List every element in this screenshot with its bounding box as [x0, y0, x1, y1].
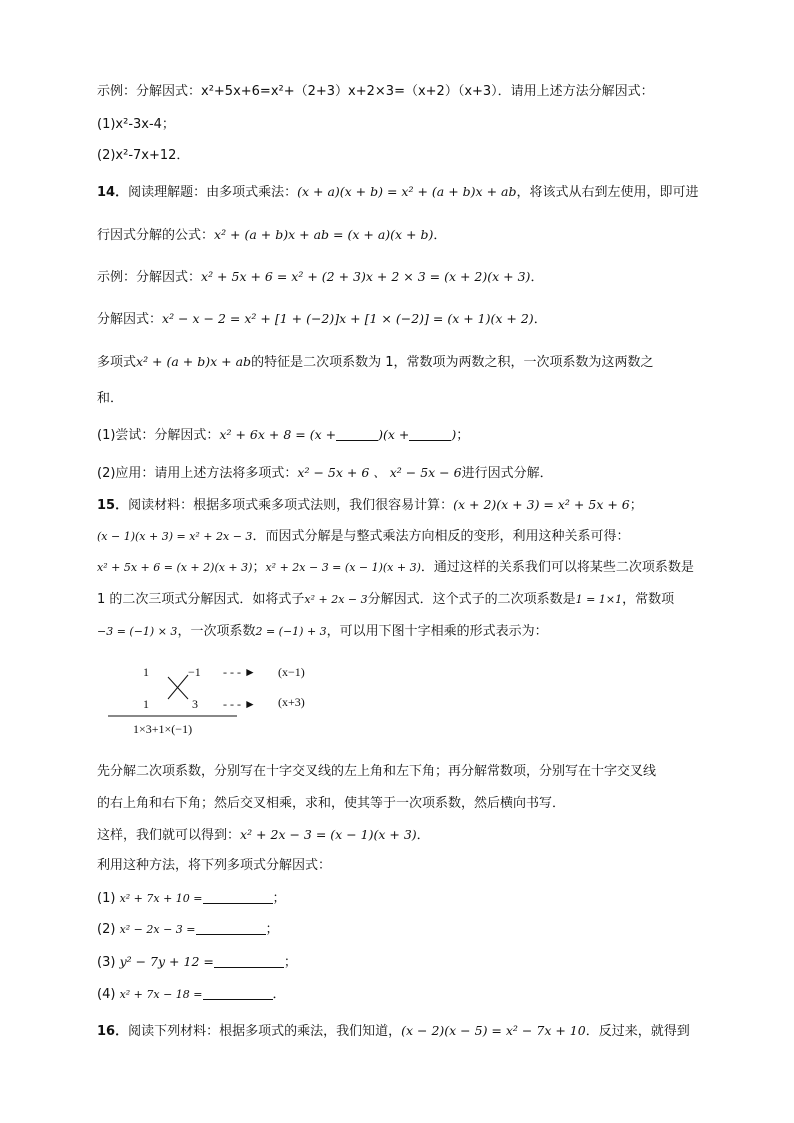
- answer-blank[interactable]: [409, 426, 451, 441]
- problem-text: 行因式分解的公式：: [97, 228, 215, 243]
- bottom-left-coefficient: 1: [143, 697, 149, 711]
- example-line: [97, 82, 654, 102]
- problem-text: 阅读材料：根据多项式乘多项式法则，我们很容易计算：: [128, 498, 454, 513]
- problem-text: 进行因式分解．: [461, 466, 553, 481]
- problem-14-line-1: [97, 182, 698, 203]
- formula: x² + 2x − 3: [304, 593, 368, 606]
- cross-multiplication-diagram: [100, 655, 340, 745]
- answer-blank[interactable]: [196, 920, 266, 935]
- answer-blank[interactable]: [203, 889, 273, 904]
- formula: (x − 2)(x − 5) = x² − 7x + 10: [401, 1023, 586, 1038]
- punctuation: ；: [456, 428, 470, 443]
- problem-15-line-2: [97, 527, 629, 547]
- answer-blank[interactable]: [336, 426, 378, 441]
- problem-text: 的右上角和右下角；然后交叉相乘，求和，使其等于一次项系数，然后横向书写．: [97, 796, 566, 811]
- punctuation: ．: [416, 828, 430, 843]
- formula: x² + (a + b)x + ab = (x + a)(x + b): [214, 227, 434, 242]
- bottom-right-constant: 3: [192, 697, 198, 711]
- answer-blank[interactable]: [214, 953, 284, 968]
- problem-15-line-9: [97, 856, 331, 876]
- punctuation: ；: [252, 560, 266, 575]
- problem-text: 1 的二次三项式分解因式．如将式子: [97, 592, 305, 607]
- problem-text: 先分解二次项系数，分别写在十字交叉线的左上角和左下角；再分解常数项，分别写在十字交叉线: [97, 764, 657, 779]
- problem-15-part-4: [97, 985, 286, 1005]
- problem-text: ，将该式从右到左使用，即可进: [516, 185, 699, 200]
- punctuation: ．: [272, 987, 286, 1002]
- formula: (x − 1)(x + 3) = x² + 2x − 3: [97, 530, 253, 543]
- problem-text: 阅读理解题：由多项式乘法：: [128, 185, 298, 200]
- formula: x² + 6x + 8 = (x +: [219, 427, 337, 442]
- formula: x² + 5x + 6 = (x + 2)(x + 3): [97, 561, 253, 574]
- formula: x² + 5x + 6 = x² + (2 + 3)x + 2 × 3 = (x + 2)(x + 3): [201, 269, 531, 284]
- punctuation: ．: [533, 312, 547, 327]
- formula: (x + a)(x + b) = x² + (a + b)x + ab: [297, 184, 517, 199]
- problem-text: 阅读下列材料：根据多项式的乘法，我们知道，: [128, 1024, 402, 1039]
- formula: x² + 2x − 3 = (x − 1)(x + 3): [265, 561, 421, 574]
- problem-15-part-2: [97, 920, 279, 940]
- punctuation: ；: [265, 922, 279, 937]
- formula: ): [451, 427, 457, 442]
- formula: (x + 2)(x + 3) = x² + 5x + 6: [453, 497, 630, 512]
- problem-text: 这样，我们就可以得到：: [97, 828, 241, 843]
- problem-text: (2)应用：请用上述方法将多项式：: [97, 466, 298, 481]
- arrow-icon: - - - ►: [223, 665, 256, 679]
- formula: 2 = (−1) + 3: [255, 625, 327, 638]
- part-number: (4): [97, 987, 116, 1002]
- formula: x² + 2x − 3 = (x − 1)(x + 3): [240, 827, 417, 842]
- exercise-2-text: (2)x²-7x+12．: [97, 148, 190, 163]
- problem-15-line-7: [97, 794, 565, 814]
- formula: x² − 2x − 3 =: [119, 923, 196, 936]
- problem-number: 15．: [97, 498, 129, 513]
- top-right-constant: −1: [188, 665, 201, 679]
- formula: y² − 7y + 12 =: [119, 954, 214, 969]
- answer-blank[interactable]: [203, 985, 273, 1000]
- problem-15-line-6: [97, 762, 656, 782]
- factor-2: (x+3): [278, 695, 305, 709]
- problem-14-line-5: [97, 352, 653, 373]
- formula: 1 = 1×1: [575, 593, 623, 606]
- problem-text: ，常数项: [622, 592, 675, 607]
- formula: −3 = (−1) × 3: [97, 625, 178, 638]
- part-number: (1): [97, 891, 116, 906]
- punctuation: ；: [272, 891, 286, 906]
- factor-1: (x−1): [278, 665, 305, 679]
- problem-15-line-4: [97, 590, 674, 610]
- problem-text: 多项式: [97, 355, 137, 370]
- problem-15-line-1: [97, 495, 643, 516]
- problem-text: ．通过这样的关系我们可以将某些二次项系数是: [420, 560, 694, 575]
- problem-text: 示例：分解因式：: [97, 270, 202, 285]
- part-number: (2): [97, 922, 116, 937]
- cross-sum: 1×3+1×(−1): [133, 722, 193, 736]
- exercise-2: [97, 146, 189, 166]
- arrow-icon: - - - ►: [223, 697, 256, 711]
- problem-16-line-1: [97, 1021, 690, 1042]
- problem-14-part-1: [97, 425, 469, 446]
- problem-text: 分解因式．这个式子的二次项系数是: [367, 592, 576, 607]
- punctuation: ．: [530, 270, 544, 285]
- punctuation: ；: [629, 498, 643, 513]
- problem-text: ．而因式分解是与整式乘法方向相反的变形，利用这种关系可得：: [252, 529, 630, 544]
- formula: x² + 7x − 18 =: [119, 988, 203, 1001]
- problem-14-line-3: [97, 267, 543, 288]
- problem-text: 和．: [97, 391, 124, 406]
- problem-text: ，可以用下图十字相乘的形式表示为：: [326, 624, 548, 639]
- punctuation: ；: [283, 955, 297, 970]
- problem-15-line-8: [97, 825, 430, 846]
- formula: )(x +: [378, 427, 410, 442]
- formula: x² + (a + b)x + ab: [136, 354, 252, 369]
- problem-14-line-4: [97, 309, 547, 330]
- example-text: 示例：分解因式：x²+5x+6=x²+（2+3）x+2×3=（x+2）（x+3）．请用上述方法分解因式：: [97, 84, 654, 99]
- problem-text: 利用这种方法，将下列多项式分解因式：: [97, 858, 332, 873]
- problem-15-part-1: [97, 889, 286, 909]
- problem-number: 16．: [97, 1024, 129, 1039]
- problem-text: 分解因式：: [97, 312, 163, 327]
- problem-15-part-3: [97, 952, 297, 973]
- problem-text: ，一次项系数: [177, 624, 256, 639]
- problem-15-line-5: [97, 622, 548, 642]
- part-number: (3): [97, 955, 116, 970]
- problem-text: (1)尝试：分解因式：: [97, 428, 220, 443]
- problem-15-line-3: [97, 558, 694, 578]
- problem-14-line-2: [97, 225, 446, 246]
- formula: x² − 5x + 6 、 x² − 5x − 6: [297, 465, 462, 480]
- problem-text: 的特征是二次项系数为 1，常数项为两数之积，一次项系数为这两数之: [251, 355, 654, 370]
- punctuation: ．: [433, 228, 447, 243]
- exercise-1-text: (1)x²-3x-4；: [97, 117, 175, 132]
- formula: x² − x − 2 = x² + [1 + (−2)]x + [1 × (−2)] = (x + 1)(x + 2): [162, 311, 534, 326]
- exercise-1: [97, 115, 175, 135]
- problem-14-line-6: [97, 389, 123, 409]
- problem-number: 14．: [97, 185, 129, 200]
- problem-text: ．反过来，就得到: [585, 1024, 690, 1039]
- formula: x² + 7x + 10 =: [119, 892, 203, 905]
- problem-14-part-2: [97, 463, 553, 484]
- top-left-coefficient: 1: [143, 665, 149, 679]
